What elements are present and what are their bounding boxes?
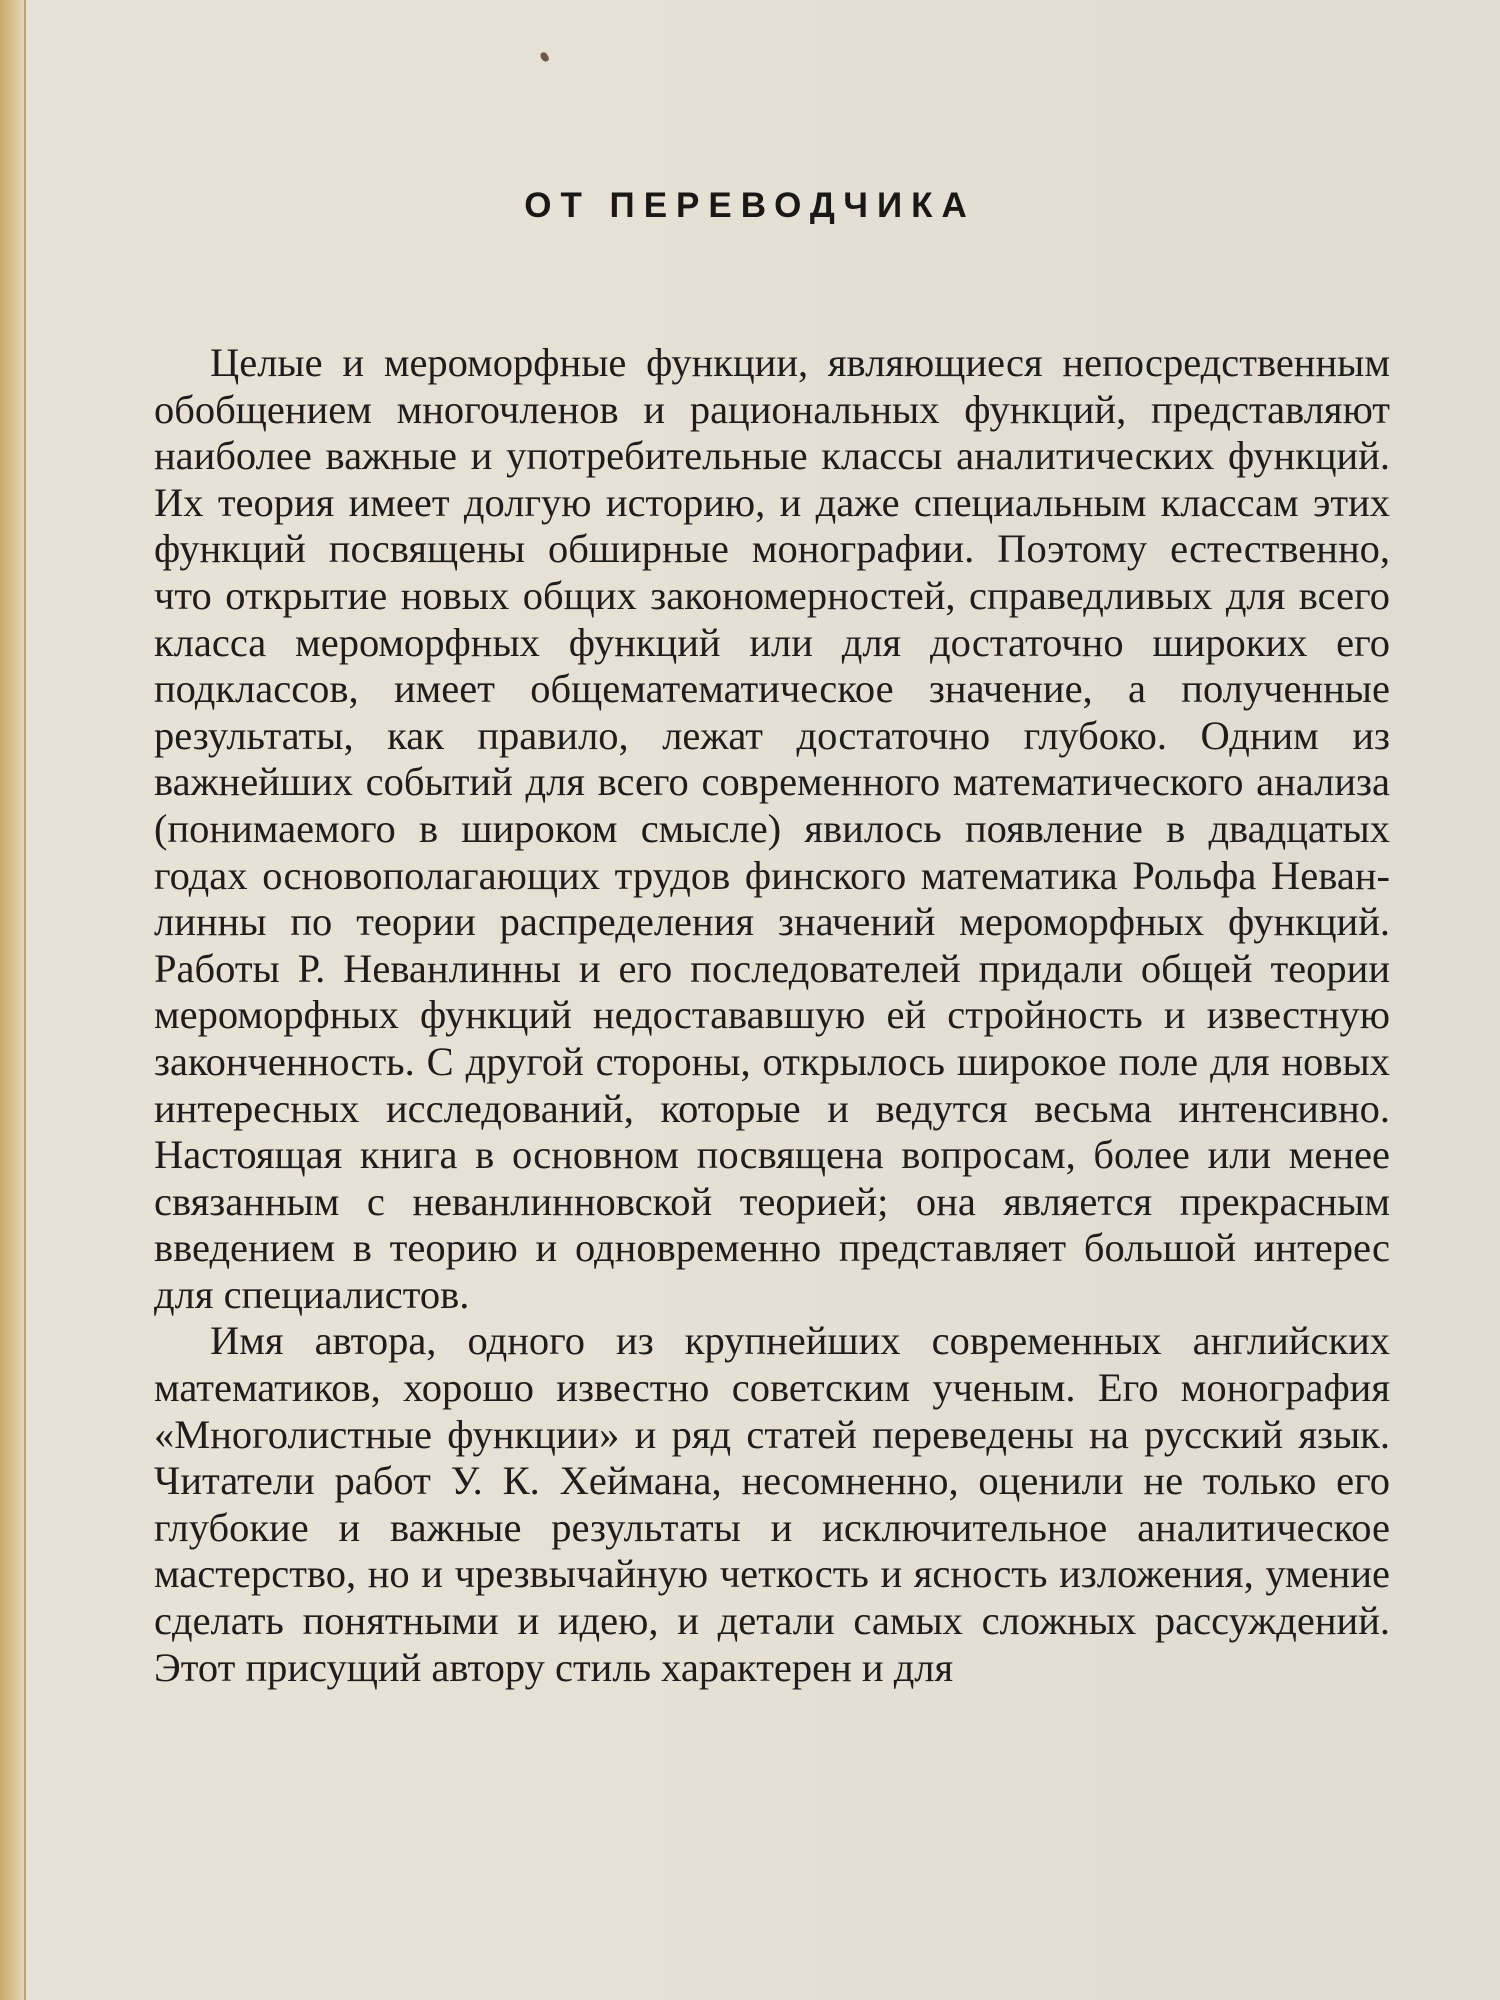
- page-edge-shadow: [24, 0, 26, 2000]
- page-binding-edge: [0, 0, 26, 2000]
- body-text: [154, 340, 1390, 1691]
- paragraph-2: Имя автора, одного из крупнейших современных английских математиков, хорошо известно советским ученым. Его монография «Многолистные функции» и ряд статей переведены на русский язык. Читатели работ У. К. Хеймана, несомненно, оценили не только его глубокие и важные результаты и исключительное аналитическое мастерство, но и чрезвычайную четкость и ясность изложения, умение сделать понятными и идею, и детали самых сложных рассуждений. Этот присущий автору стиль характерен и для: [154, 1318, 1390, 1690]
- paragraph-1: Целые и мероморфные функции, являющиеся непосредственным обобщением многочленов и рациональных функций, представляют наиболее важные и употребительные классы аналитических функций. Их теория имеет долгую историю, и даже специальным классам этих функций посвящены обширные монографии. Поэтому естественно, что открытие новых общих закономерностей, справедливых для всего класса мероморфных функций или для достаточно широких его подклассов, имеет общематематическое значение, а полученные результаты, как правило, лежат достаточно глубоко. Одним из важнейших событий для всего современного математического анализа (понимаемого в широком смысле) явилось появление в двадцатых годах основополагающих трудов финского математика Рольфа Неванлинны по теории распределения значений мероморфных функций. Работы Р. Неванлинны и его последователей придали общей теории мероморфных функций недостававшую ей стройность и известную законченность. С другой стороны, открылось широкое поле для новых интересных исследований, которые и ведутся весьма интенсивно. Настоящая книга в основном посвящена вопросам, более или менее связанным с неванлинновской теорией; она является прекрасным введением в теорию и одновременно представляет большой интерес для специалистов.: [154, 340, 1390, 1317]
- paper-speck: [539, 51, 550, 63]
- page-heading: ОТ ПЕРЕВОДЧИКА: [524, 186, 976, 225]
